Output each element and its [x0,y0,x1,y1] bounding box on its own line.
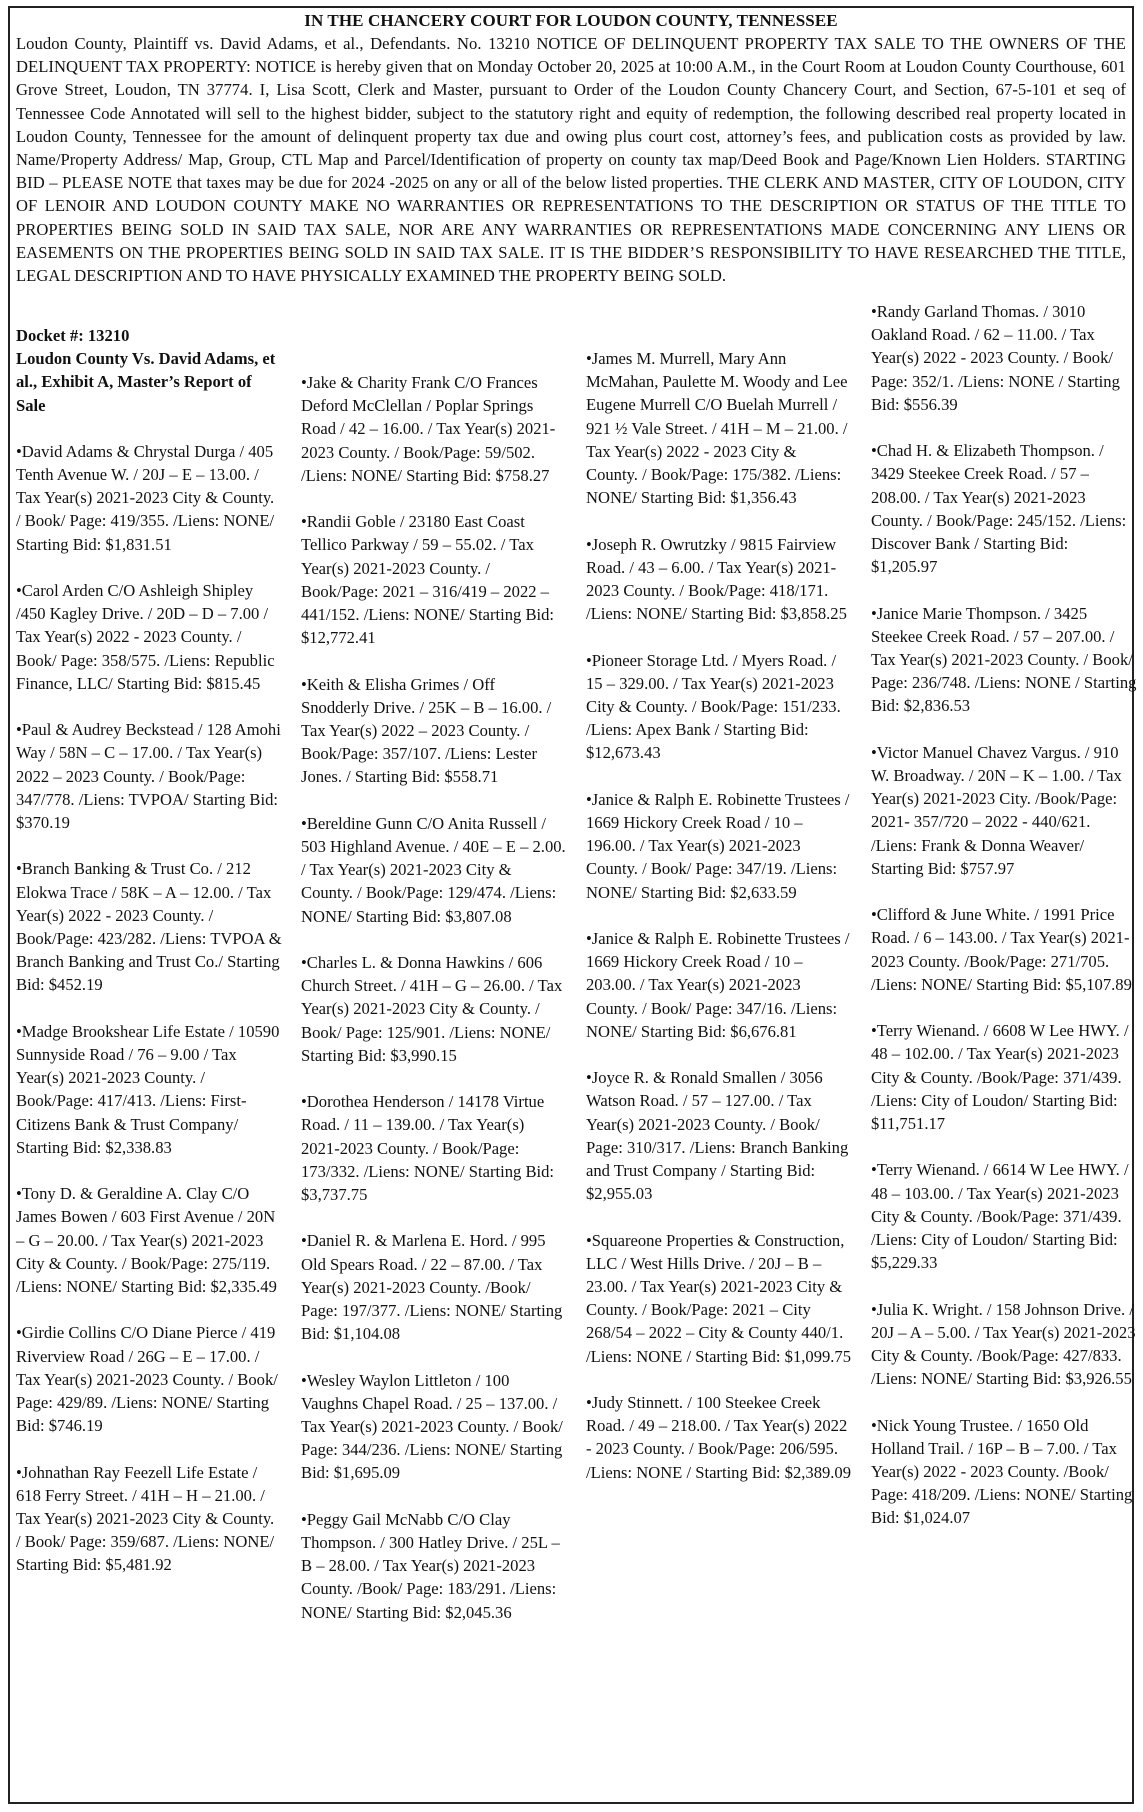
docket-number: Docket #: 13210 [16,326,130,345]
column-2 [301,371,567,1647]
property-listing: •Peggy Gail McNabb C/O Clay Thompson. / 300 Hatley Drive. / 25L – B – 28.00. / Tax Year(s) 2021-2023 County. /Book/ Page: 183/291. /Liens: NONE/ Starting Bid: $2,045.36 [301,1509,560,1622]
property-listing: •Jake & Charity Frank C/O Frances Deford McClellan / Poplar Springs Road / 42 – 16.00. / Tax Year(s) 2021-2023 County. / Book/Page: 59/502. /Liens: NONE/ Starting Bid: $758.27 [301,373,556,485]
property-listing: •Judy Stinnett. / 100 Steekee Creek Road. / 49 – 218.00. / Tax Year(s) 2022 - 2023 County. / Book/Page: 206/595. /Liens: NONE / Starting Bid: $2,389.09 [586,1393,852,1482]
property-listing: •Wesley Waylon Littleton / 100 Vaughns Chapel Road. / 25 – 137.00. / Tax Year(s) 2021-2023 County. / Book/ Page: 344/236. /Liens: NONE/ Starting Bid: $1,695.09 [301,1370,563,1483]
property-listing: •David Adams & Chrystal Durga / 405 Tenth Avenue W. / 20J – E – 13.00. / Tax Year(s) 2021-2023 City & County. / Book/ Page: 419/355. /Liens: NONE/ Starting Bid: $1,831.51 [16,441,275,554]
property-listing: •Paul & Audrey Beckstead / 128 Amohi Way / 58N – C – 17.00. / Tax Year(s) 2022 – 2023 County. / Book/Page: 347/778. /Liens: TVPOA/ Starting Bid: $370.19 [16,720,281,833]
property-listing: •Janice Marie Thompson. / 3425 Steekee Creek Road. / 57 – 207.00. / Tax Year(s) 2021-2023 County. / Book/ Page: 236/748. /Liens: NONE / Starting Bid: $2,836.53 [871,603,1137,716]
property-listing: •Dorothea Henderson / 14178 Virtue Road. / 11 – 139.00. / Tax Year(s) 2021-2023 County. / Book/Page: 173/332. /Liens: NONE/ Starting Bid: $3,737.75 [301,1092,555,1205]
column-3 [586,347,852,1507]
property-listing: •Charles L. & Donna Hawkins / 606 Church Street. / 41H – G – 26.00. / Tax Year(s) 2021-2023 City & County. / Book/ Page: 125/901. /Liens: NONE/ Starting Bid: $3,990.15 [301,953,563,1065]
property-listing: •Joyce R. & Ronald Smallen / 3056 Watson Road. / 57 – 127.00. / Tax Year(s) 2021-2023 County. / Book/ Page: 310/317. /Liens: Branch Banking and Trust Company / Starting Bid: $2,955.03 [586,1068,849,1204]
column-1 [16,324,282,1600]
property-listing: •Tony D. & Geraldine A. Clay C/O James Bowen / 603 First Avenue / 20N – G – 20.00. / Tax Year(s) 2021-2023 City & County. / Book/Page: 275/119. /Liens: NONE/ Starting Bid: $2,335.49 [16,1184,277,1297]
notice-intro-paragraph: Loudon County, Plaintiff vs. David Adams, et al., Defendants. No. 13210 NOTICE OF DELINQUENT PROPERTY TAX SALE TO THE OWNERS OF THE DELINQUENT TAX PROPERTY: NOTICE is hereby given that on Monday October 20, 2025 at 10:00 A.M., in the Court Room at Loudon County Courthouse, 601 Grove Street, Loudon, TN 37774. I, Lisa Scott, Clerk and Master, pursuant to Order of the Loudon County Chancery Court, and Section, 67-5-101 et seq of Tennessee Code Annotated will sell to the highest bidder, subject to the statutory right and equity of redemption, the following described real property located in Loudon County, Tennessee for the amount of delinquent property tax due and owing plus court cost, attorney’s fees, and publication costs as provided by law. Name/Property Address/ Map, Group, CTL Map and Parcel/Identification of property on county tax map/Deed Book and Page/Known Lien Holders. STARTING BID – PLEASE NOTE that taxes may be due for 2024 -2025 on any or all of the below listed properties. THE CLERK AND MASTER, CITY OF LOUDON, CITY OF LENOIR AND LOUDON COUNTY MAKE NO WARRANTIES OR REPRESENTATIONS TO THE DESCRIPTION OR STATUS OF THE TITLE TO PROPERTIES BEING SOLD IN SAID TAX SALE, NOR ARE ANY WARRANTIES OR REPRESENTATIONS MADE CONCERNING ANY LIENS OR EASEMENTS ON THE PROPERTIES BEING SOLD IN SAID TAX SALE. IT IS THE BIDDER’S RESPONSIBILITY TO HAVE RESEARCHED THE TITLE, LEGAL DESCRIPTION AND TO HAVE PHYSICALLY EXAMINED THE PROPERTY BEING SOLD. [16,34,1126,286]
property-listing: •Victor Manuel Chavez Vargus. / 910 W. Broadway. / 20N – K – 1.00. / Tax Year(s) 2021-2023 City. /Book/Page: 2021- 357/720 – 2022 - 440/621. /Liens: Frank & Donna Weaver/ Starting Bid: $757.97 [871,742,1122,878]
property-listing: •Janice & Ralph E. Robinette Trustees / 1669 Hickory Creek Road / 10 – 203.00. / Tax Year(s) 2021-2023 County. / Book/ Page: 347/16. /Liens: NONE/ Starting Bid: $6,676.81 [586,929,850,1041]
property-listing: •Janice & Ralph E. Robinette Trustees / 1669 Hickory Creek Road / 10 – 196.00. / Tax Year(s) 2021-2023 County. / Book/ Page: 347/19. /Liens: NONE/ Starting Bid: $2,633.59 [586,789,850,902]
property-listing: •Joseph R. Owrutzky / 9815 Fairview Road. / 43 – 6.00. / Tax Year(s) 2021-2023 County. / Book/Page: 418/171. /Liens: NONE/ Starting Bid: $3,858.25 [586,534,847,624]
property-listing: •Pioneer Storage Ltd. / Myers Road. / 15 – 329.00. / Tax Year(s) 2021-2023 City & County. / Book/Page: 151/233. /Liens: Apex Bank / Starting Bid: $12,673.43 [586,650,841,763]
property-listing: •Chad H. & Elizabeth Thompson. / 3429 Steekee Creek Road. / 57 – 208.00. / Tax Year(s) 2021-2023 County. / Book/Page: 245/152. /Liens: Discover Bank / Starting Bid: $1,205.97 [871,441,1127,577]
legal-notice [8,6,1137,1804]
property-listing: •Daniel R. & Marlena E. Hord. / 995 Old Spears Road. / 22 – 87.00. / Tax Year(s) 2021-2023 County. /Book/ Page: 197/377. /Liens: NONE/ Starting Bid: $1,104.08 [301,1231,563,1344]
property-listing: •Julia K. Wright. / 158 Johnson Drive. / 20J – A – 5.00. / Tax Year(s) 2021-2023 City & County. /Book/Page: 427/833. /Liens: NONE/ Starting Bid: $3,926.55 [871,1299,1136,1389]
property-listing: •Branch Banking & Trust Co. / 212 Elokwa Trace / 58K – A – 12.00. / Tax Year(s) 2022 - 2023 County. / Book/Page: 423/282. /Liens: TVPOA & Branch Banking and Trust Co./ Starting Bid: $452.19 [16,859,282,995]
property-listing: •Terry Wienand. / 6614 W Lee HWY. / 48 – 103.00. / Tax Year(s) 2021-2023 City & County. /Book/Page: 371/439. /Liens: City of Loudon/ Starting Bid: $5,229.33 [871,1160,1129,1273]
page-title: IN THE CHANCERY COURT FOR LOUDON COUNTY, TENNESSEE [304,11,838,30]
property-listing: •Terry Wienand. / 6608 W Lee HWY. / 48 – 102.00. / Tax Year(s) 2021-2023 City & County. /Book/Page: 371/439. /Liens: City of Loudon/ Starting Bid: $11,751.17 [871,1021,1129,1134]
docket-title: Loudon County Vs. David Adams, et al., Exhibit A, Master’s Report of Sale [16,349,276,415]
property-listing: •Madge Brookshear Life Estate / 10590 Sunnyside Road / 76 – 9.00 / Tax Year(s) 2021-2023 County. / Book/Page: 417/413. /Liens: First-Citizens Bank & Trust Company/ Starting Bid: $2,338.83 [16,1021,280,1157]
property-listing: •Bereldine Gunn C/O Anita Russell / 503 Highland Avenue. / 40E – E – 2.00. / Tax Year(s) 2021-2023 City & County. / Book/Page: 129/474. /Liens: NONE/ Starting Bid: $3,807.08 [301,813,566,926]
property-listing: •Carol Arden C/O Ashleigh Shipley /450 Kagley Drive. / 20D – D – 7.00 / Tax Year(s) 2022 - 2023 County. / Book/ Page: 358/575. /Liens: Republic Finance, LLC/ Starting Bid: $815.45 [16,581,275,693]
property-listing: •James M. Murrell, Mary Ann McMahan, Paulette M. Woody and Lee Eugene Murrell C/O Buelah Murrell / 921 ½ Vale Street. / 41H – M – 21.00. / Tax Year(s) 2022 - 2023 City & County. / Book/Page: 175/382. /Liens: NONE/ Starting Bid: $1,356.43 [586,349,848,508]
property-listing: •Squareone Properties & Construction, LLC / West Hills Drive. / 20J – B – 23.00. / Tax Year(s) 2021-2023 City & County. / Book/Page: 2021 – City 268/54 – 2022 – City & County 440/1. /Liens: NONE / Starting Bid: $1,099.75 [586,1230,852,1366]
property-listing: •Nick Young Trustee. / 1650 Old Holland Trail. / 16P – B – 7.00. / Tax Year(s) 2022 - 2023 County. /Book/ Page: 418/209. /Liens: NONE/ Starting Bid: $1,024.07 [871,1415,1133,1528]
property-listing: •Randii Goble / 23180 East Coast Tellico Parkway / 59 – 55.02. / Tax Year(s) 2021-2023 County. / Book/Page: 2021 – 316/419 – 2022 – 441/152. /Liens: NONE/ Starting Bid: $12,772.41 [301,512,555,648]
property-listing: •Randy Garland Thomas. / 3010 Oakland Road. / 62 – 11.00. / Tax Year(s) 2022 - 2023 County. / Book/ Page: 352/1. /Liens: NONE / Starting Bid: $556.39 [871,302,1120,414]
column-4 [871,300,1137,1553]
property-listing: •Johnathan Ray Feezell Life Estate / 618 Ferry Street. / 41H – H – 21.00. / Tax Year(s) 2021-2023 City & County. / Book/ Page: 359/687. /Liens: NONE/ Starting Bid: $5,481.92 [16,1462,275,1575]
property-listing: •Girdie Collins C/O Diane Pierce / 419 Riverview Road / 26G – E – 17.00. / Tax Year(s) 2021-2023 County. / Book/ Page: 429/89. /Liens: NONE/ Starting Bid: $746.19 [16,1323,278,1436]
property-listing: •Clifford & June White. / 1991 Price Road. / 6 – 143.00. / Tax Year(s) 2021-2023 County. /Book/Page: 271/705. /Liens: NONE/ Starting Bid: $5,107.89 [871,905,1132,994]
property-listing: •Keith & Elisha Grimes / Off Snodderly Drive. / 25K – B – 16.00. / Tax Year(s) 2022 – 2023 County. / Book/Page: 357/107. /Liens: Lester Jones. / Starting Bid: $558.71 [301,674,552,787]
